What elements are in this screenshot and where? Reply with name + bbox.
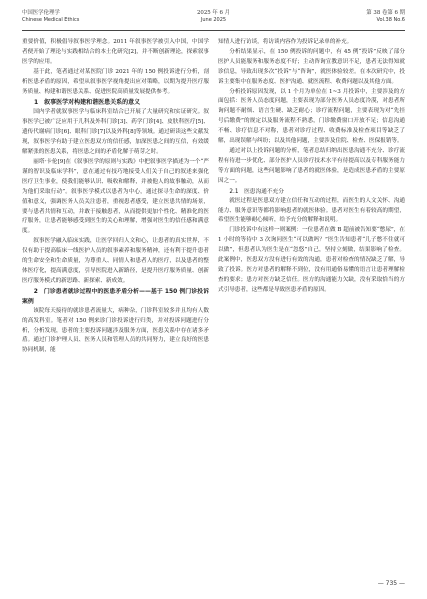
paragraph: 知情人进行访谈，将访谈内容作为投诉记录单的补充。 <box>218 39 353 45</box>
journal-title-en: Chinese Medical Ethics <box>22 17 80 23</box>
paragraph: 基于此，笔者通过对某医院门诊 2021 年的 150 例投诉进行分析，剖析医患矛盾的原因，希望从叙事医学视角提出应对策略，以期为提升医疗服务质量、构建和谐医患关系、促进医院高质量发展提供参考。 <box>22 68 209 95</box>
paragraph: 分析结果显示，在 150 例投诉的问题中，有 45 例“投诉”反映了部分医护人员能服务和服务态度不好；主动咨询宣教意识不足，患者无法得知就诊信息，导致出现多次“投诉”与“咨询”，就医体验较差。在本次研究中，投诉主要集中在服务态度、医护沟通、就医流程、收费问题以及其他方面。 <box>218 48 405 85</box>
header-rule <box>22 30 405 31</box>
section-heading: 2 门诊患者就诊过程中的医患矛盾分析——基于 150 例门诊投诉案例 <box>22 288 209 305</box>
paragraph: 门诊投诉中有这样一则案例：一位患者在做 B 超前被告知要“憋尿”，在 1 小时的等待中 3 次询问医生“可以做吗？”医生告知患者“儿子憋不住就可以做”，但患者认为医生是在“忽悠”自己，坚持立刻做，结果影响了检查。此案例中，医患双方没有进行有效的沟通，患者对检查的情况缺乏了解，导致了投诉。医方对患者的解释不到位，没有用通俗易懂的语言让患者理解检查的要求；患方对医方缺乏信任。医方的沟通能力欠缺，没有采取恰当的方式引导患者，这些都是导致医患矛盾的原因。 <box>218 227 405 293</box>
section-heading: 1 叙事医学对构建和谐医患关系的意义 <box>34 99 141 107</box>
paragraph: 国内学者就叙事医学与临床科室结合已开展了大量研究和实证研究。叙事医学已被广泛应用于儿科及外科门诊[3]、药学门诊[4]、皮肤科医疗[5]、遗传代谢病门诊[6]、眼科门诊[7]以及外科[8]等领域。通过研读这些文献发现，叙事医学有助于建立医患双方的信任感，加深医患之间的互信，有效缓解紧张的医患关系，将医患之间的矛盾化解于萌芽之时。 <box>22 109 209 156</box>
page-number: — 735 — <box>377 580 405 587</box>
issue-date-cn: 2025 年 6 月 <box>196 10 231 16</box>
paragraph: 就医过程是医患双方建立信任和互动的过程，而医生的人文关怀、沟通能力、服务意识等都将影响患者的就医体验。患者对医生有着较高的期望，希望医生能够耐心倾听，给予充分的解释和说明。 <box>218 197 405 224</box>
right-column <box>218 38 405 296</box>
volume-cn: 第 38 卷第 6 期 <box>366 10 405 16</box>
paragraph: 通过对以上投诉问题的分析，笔者总结归纳出医患沟通不充分、诊疗流程有待进一步优化、部分医护人员诊疗技术水平有待提高以及专科服务能力等方面的问题，这些问题影响了患者的就医体验，是造成医患矛盾的主要原因之一。 <box>218 147 405 184</box>
left-column <box>22 38 209 356</box>
subsection-heading: 2.1 医患沟通不充分 <box>229 188 284 195</box>
paragraph: 丽塔·卡伦[9]在《叙事医学的原则与实践》中把叙事医学描述为一个“严谨的智识及临床学科”，意在通过有技巧地接受人们关于自己的叙述来强化医疗卫生事业，使我们能够认识、吸收和解释，并被他人的故事触动，从而为他们采取行动”。叙事医学模式以患者为中心，通过探寻生命的深度、价值和意义，强调医务人员关注患者，重视患者感受，建立医患共情的场景，要与患者共情和互动，并敢于接触患者，从而提供更加个性化、精准化的医疗服务，让患者能够感受到医生的关心和理解，增强对医生的信任感和满意度。 <box>22 158 209 235</box>
issue-date-en: June 2025 <box>200 17 227 23</box>
issue-date <box>22 10 405 24</box>
paragraph: 叙事医学融入临床实践，让医学回归人文和心，让患者的真实世界，不仅有助于提高临床一线医护人员的叙事素养和服务精神，还有利于提升患者的生命安全和生命质量，为尊重人、同情人和患者人的医疗，以及患者的整体医疗化，提高满意度，引导医院进入新路径，是提升医疗服务质量、创新医疗服务模式的新思路、新探索、新成效。 <box>22 238 209 284</box>
running-header <box>22 8 405 30</box>
journal-title-cn: 中国医学伦理学 <box>22 10 60 16</box>
paragraph: 该院每天接待的就诊患者流量大，病种杂，门诊科室较多并且均有人数的高发科室。笔者对 150 例来诊门诊投诉进行归类，并对投诉问题进行分析，分析发现，患者的主要投诉问题涉及服务方面，医患关系中存在诸多矛盾。通过门诊护理人员、医务人员和管理人员的共同努力，建立良好的医患协同机制，能 <box>22 307 209 354</box>
volume-en: Vol.38 No.6 <box>376 17 405 23</box>
paragraph: 重要价值，积极倡导叙事医学理念。2011 年叙事医学被引入中国，中国学者便开始了理论与实践相结合的本土化研究[2]，并不断创新理论，探索叙事医学的应用。 <box>22 39 209 65</box>
volume-info <box>366 10 405 24</box>
paragraph: 分析投诉原因发现，以 1 个月为单位在 1~3 月投诉中，主要涉及的方面包括：医务人员态度问题，主要表现为部分医务人员态度冷漠，对患者所询问题不耐烦、语言生硬、缺乏耐心；诊疗流程问题，主要表现为对“先挂号后缴费”的规定以及服务流程不熟悉，门诊缴费窗口开放不足；信息沟通不畅、诊疗信息不对称，患者对诊疗过程、收费标准及检查项目等缺乏了解，出现误解与纠纷；以及其他问题，主要涉及住院、检查、医保报销等。 <box>218 88 405 145</box>
